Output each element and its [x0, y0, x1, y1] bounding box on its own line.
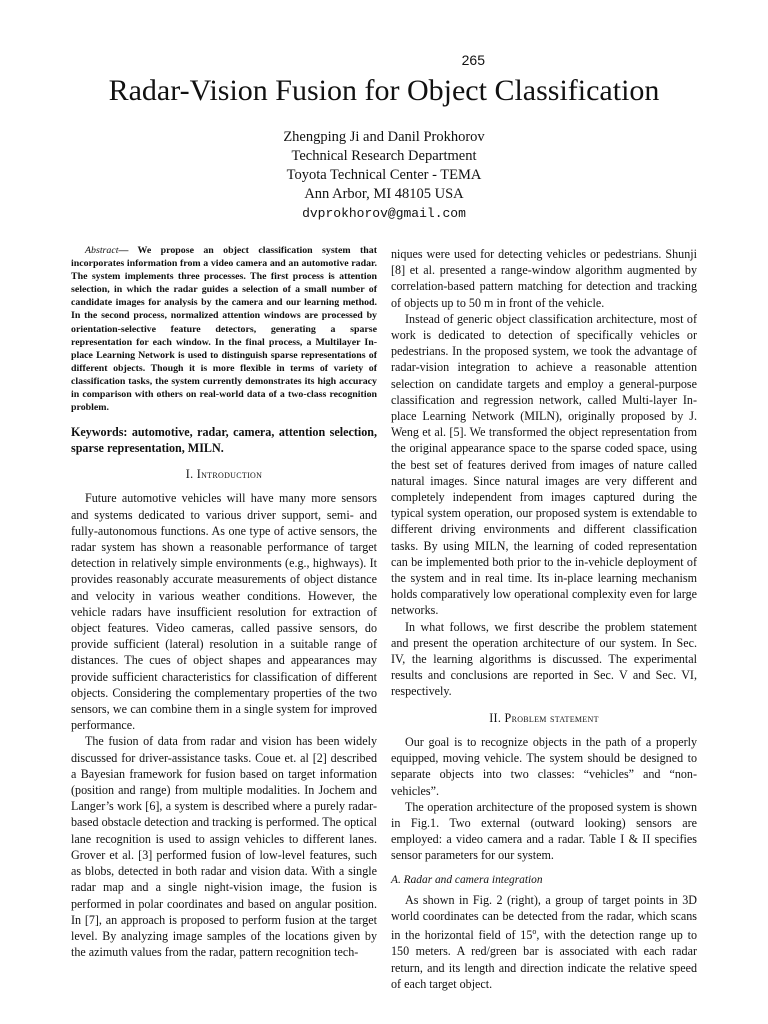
author-block [0, 128, 768, 223]
paragraph: The operation architecture of the proposed system is shown in Fig.1. Two external (outward looking) sensors are employed: a video camera and a radar. Table I & II specifies sensor parameters for our system. [391, 799, 697, 863]
author-email[interactable]: dvprokhorov@gmail.com [302, 206, 466, 221]
paragraph: niques were used for detecting vehicles or pedestrians. Shunji [8] et al. presented a range-window algorithm augmented by correlation-based pattern matching for detection and tracking of objects up to 50 m in front of the vehicle. [391, 247, 697, 310]
author-department: Technical Research Department [291, 148, 477, 164]
degree-symbol: o [532, 927, 537, 937]
left-column [71, 244, 377, 960]
angle-value: 15 [520, 928, 533, 943]
text-run: As shown in Fig. 2 (right), a group of target points in 3D world coordinates can be detected from the radar, which scans in the horizontal field of [391, 892, 697, 943]
paragraph: Instead of generic object classification architecture, most of work is dedicated to detection of specifically vehicles or pedestrians. In the proposed system, we took the advantage of radar-vision integration to achieve a reasonable attention selection on candidate targets and employ a general-purpose classification and regression network, called Multi-layer In-place Learning Network (MILN), originally proposed by J. Weng et al. [5]. We transformed the object representation from the original appearance space to the sparse coded space, using the best set of features derived from images of nature called natural images. Since natural images are very different and completely independent from images captured during the typical system operation, our proposed system is extendable to different driving environments and different classification tasks. By using MILN, the learning of coded representation can be implemented both prior to the in-vehicle deployment of the system and in real time. Its in-place learning mechanism holds comparatively low operational complexity even for large networks. [391, 311, 697, 618]
abstract-text: — We propose an object classification system that incorporates information from a video camera and an automotive radar. The system implements three processes. The first process is attention selection, in which the radar guides a selection of a small number of candidate images for analysis by the camera and our learning method. In the second process, normalized attention windows are processed by orientation-selective feature detectors, generating a sparse representation for each window. In the final process, a Multilayer In-place Learning Network is used to distinguish sparse representations of different objects. Though it is more flexible in terms of variety of classification tasks, the system currently demonstrates its high accuracy in comparison with others on real-world data of a two-class recognition problem. [71, 245, 377, 414]
section-number: I. [185, 467, 194, 482]
paragraph: In what follows, we first describe the problem statement and present the operation architecture of our system. In Sec. IV, the learning algorithms is discussed. The experimental results and conclusions are reported in Sec. V and Sec. VI, respectively. [391, 619, 697, 699]
section-title: Introduction [196, 467, 263, 482]
section-title: Problem statement [504, 710, 599, 725]
subsection-heading: A. Radar and camera integration [391, 873, 543, 886]
abstract-label: Abstract [85, 245, 119, 256]
paragraph [391, 892, 697, 992]
section-heading-problem-statement [391, 710, 697, 726]
text-run: , with the detection range up to 150 meters. A red/green bar is associated with each radar return, and its length and direction indicate the relative speed of each target object. [391, 928, 697, 991]
author-names: Zhengping Ji and Danil Prokhorov [283, 129, 485, 145]
paragraph: The fusion of data from radar and vision has been widely discussed for driver-assistance tasks. Coue et. al [2] described a Bayesian framework for fusion based on target information (position and range) from multiple modalities. In Jochem and Langer’s work [6], a system is described where a purely radar-based obstacle detection and tracking is performed. The optical lane recognition is used to assign vehicles to different lanes. Grover et al. [3] performed fusion of low-level features, such as blobs, detected in both radar and vision data. With a single radar map and a single night-vision image, the fusion is performed in polar coordinates and based on angular position. In [7], an approach is proposed to perform fusion at the target level. By analyzing image samples of the locations given by the azimuth values from the radar, pattern recognition tech- [71, 734, 377, 960]
page-number: 265 [461, 52, 485, 68]
keywords: Keywords: automotive, radar, camera, attention selection, sparse representation, MILN. [71, 425, 377, 456]
abstract [71, 244, 377, 414]
paragraph: Our goal is to recognize objects in the path of a properly equipped, moving vehicle. The system should be designed to separate objects into two classes: “vehicles” and “non-vehicles”. [391, 734, 697, 798]
paper-title: Radar-Vision Fusion for Object Classification [108, 74, 660, 107]
author-address: Ann Arbor, MI 48105 USA [304, 186, 464, 202]
right-column [391, 246, 697, 992]
author-center: Toyota Technical Center - TEMA [286, 167, 482, 183]
section-heading-introduction [71, 466, 377, 482]
section-number: II. [489, 710, 502, 725]
paragraph: Future automotive vehicles will have many more sensors and systems dedicated to various driver support, semi- and fully-autonomous functions. As one type of active sensors, the radar system has shown a reasonable performance of target detection in relatively simple environments (e.g., highways). It provides reasonably accurate measurements of object distance and velocity in various weather conditions. However, the vehicle radars have insufficient resolution for extraction of object features. Video cameras, called passive sensors, do provide sufficient (lateral) resolution in a suitable range of distances. The cues of object shapes and appearances may provide sufficient characteristics for classification of different objects. Considering the complementary properties of the two sensors, we can combine them in a single system for improved performance. [71, 491, 377, 733]
